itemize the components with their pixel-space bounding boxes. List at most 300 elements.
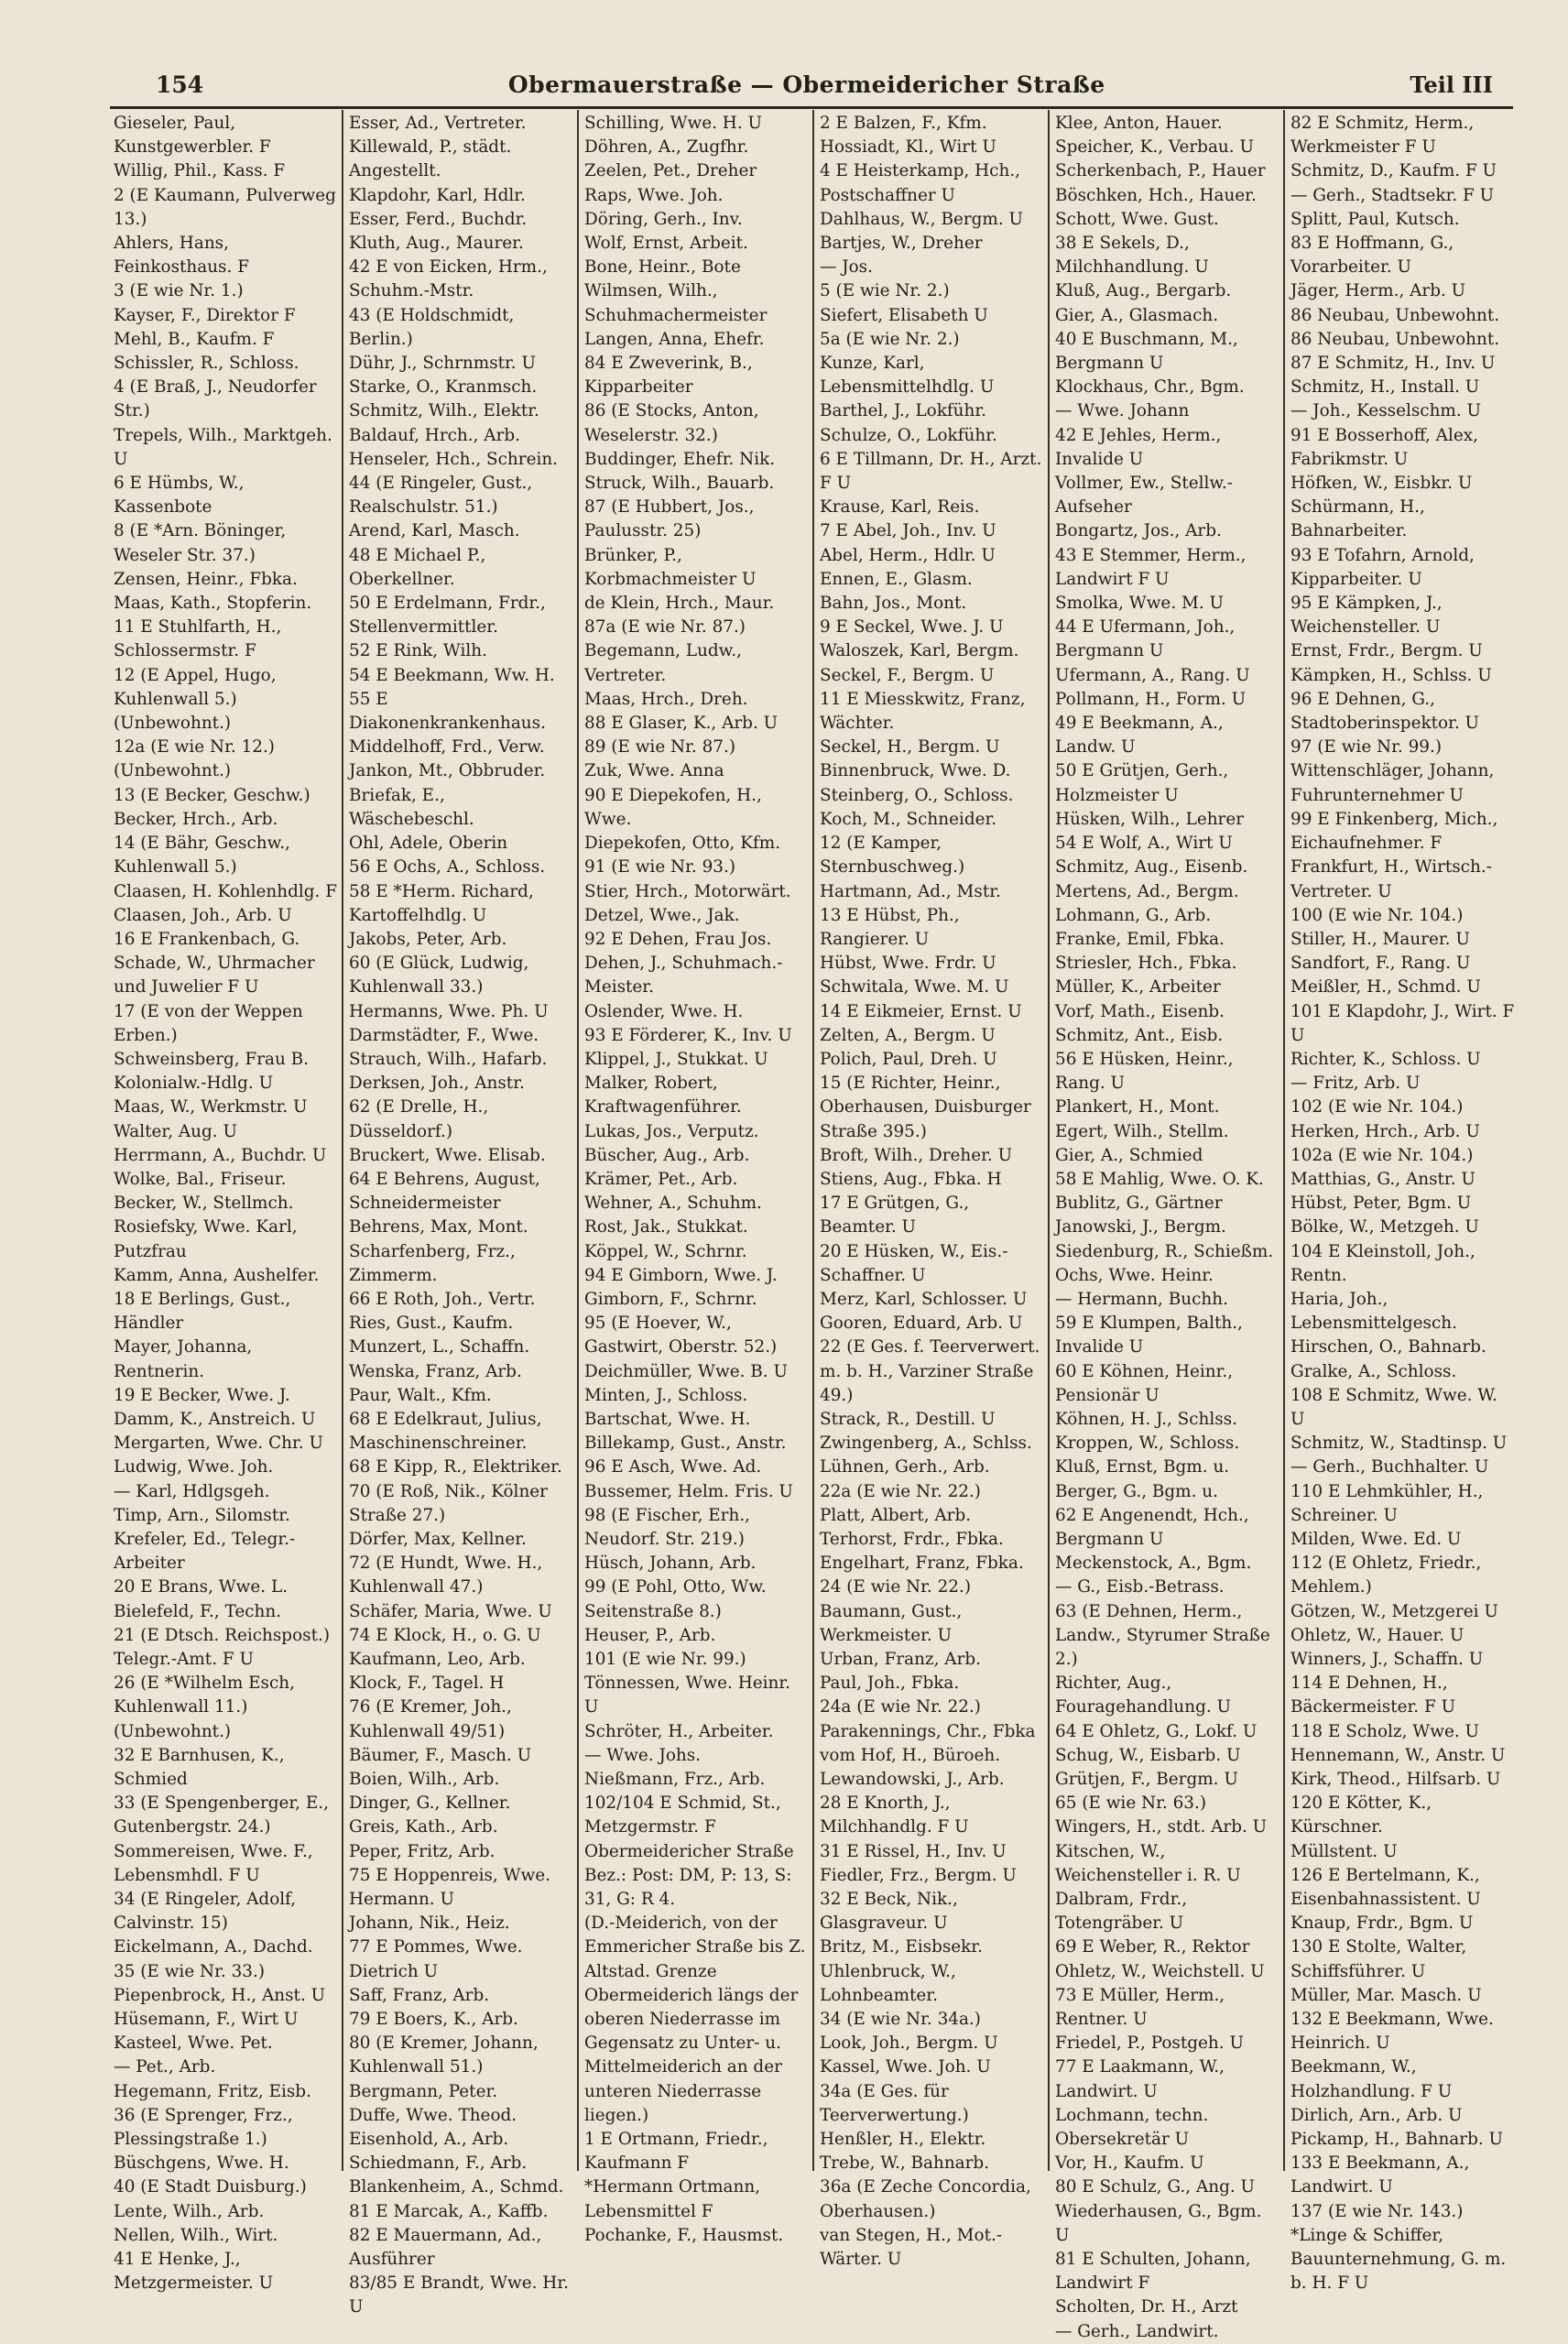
directory-entry: Beekmann, W., Holzhandlung. F U [1290,2057,1453,2101]
directory-entry: Claasen, H. Kohlenhdlg. F [114,881,337,901]
directory-entry: Trepels, Wilh., Marktgeh. U [114,425,332,469]
directory-entry: 21 (E Dtsch. Reichspost.) Telegr.-Amt. F U [114,1625,330,1669]
directory-entry: Britz, M., Eisbsekr. [820,1937,983,1957]
directory-entry: 4 E Heisterkamp, Hch., Postschaffner U [820,161,1021,205]
directory-entry: 20 E Hüsken, W., Eis.-Schaffner. U [820,1241,1008,1285]
directory-entry: 101 E Klapdohr, J., Wirt. F U [1290,1001,1515,1045]
directory-entry: Ernst, Frdr., Bergm. U [1290,641,1483,661]
directory-entry: — Wwe. Johs. [584,1745,702,1765]
directory-entry: Jäger, Herm., Arb. U [1290,281,1466,301]
directory-entry: Müllstent. U [1290,1841,1398,1861]
directory-entry: 89 (E wie Nr. 87.) [584,737,736,758]
directory-entry: Ufermann, A., Rang. U [1055,665,1250,685]
directory-entry: Timp, Arn., Silomstr. [114,1505,290,1525]
directory-entry: Matthias, G., Anstr. U [1290,1169,1475,1189]
directory-entry: Baumann, Gust., Werkmeister. U [820,1601,963,1645]
directory-entry: 35 (E wie Nr. 33.) [114,1961,266,1981]
directory-entry: — G., Eisb.-Betrass. [1055,1577,1225,1597]
directory-entry: Jakobs, Peter, Arb. [349,929,507,949]
directory-entry: Willig, Phil., Kass. F [114,161,286,181]
directory-entry: Wilmsen, Wilh., Schuhmachermeister [584,281,768,325]
directory-entry: 34 (E Ringeler, Adolf, Calvinstr. 15) [114,1890,297,1934]
directory-entry: 94 E Gimborn, Wwe. J. [584,1265,778,1285]
directory-entry: 40 (E Stadt Duisburg.) [114,2177,307,2197]
directory-entry: 41 E Henke, J., Metzgermeister. U [114,2250,274,2294]
directory-entry: — Gerh., Stadtsekr. F U [1290,185,1495,205]
directory-entry: Schmitz, H., Install. U [1290,377,1480,398]
directory-entry: Platt, Albert, Arb. [820,1505,972,1525]
directory-entry: Derksen, Joh., Anstr. [349,1074,525,1094]
directory-entry: Darmstädter, F., Wwe. [349,1025,539,1045]
directory-entry: Wolf, Ernst, Arbeit. [584,234,748,254]
directory-entry: 12a (E wie Nr. 12.) (Unbewohnt.) [114,737,275,781]
directory-entry: Knaup, Frdr., Bgm. U [1290,1913,1474,1934]
directory-entry: 99 E Finkenberg, Mich., Eichaufnehmer. F [1290,809,1498,854]
directory-entry: Obermeidericher Straße [584,1841,794,1861]
directory-entry: Hüsch, Johann, Arb. [584,1554,757,1574]
directory-entry: Splitt, Paul, Kutsch. [1290,209,1460,229]
directory-entry: Sommereisen, Wwe. F., Lebensmhdl. F U [114,1841,313,1885]
directory-entry: Eickelmann, A., Dachd. [114,1937,313,1957]
directory-entry: Kitschen, W., Weichensteller i. R. U [1055,1841,1241,1885]
directory-entry: Bäumer, F., Masch. U [349,1745,532,1765]
directory-entry: Middelhoff, Frd., Verw. [349,737,545,758]
directory-entry: Hüsken, Wilh., Lehrer [1055,809,1245,829]
directory-entry: Janowski, J., Bergm. [1055,1217,1226,1237]
directory-entry: Look, Joh., Bergm. U [820,2033,998,2054]
directory-entry: Frankfurt, H., Wirtsch.-Vertreter. U [1290,857,1492,901]
directory-entry: Dalbram, Frdr., Totengräber. U [1055,1890,1188,1934]
directory-entry: Dörfer, Max, Kellner. [349,1529,527,1549]
directory-entry: 130 E Stolte, Walter, Schiffsführer. U [1290,1937,1467,1981]
directory-entry: 112 (E Ohletz, Friedr., Mehlem.) [1290,1554,1482,1597]
directory-entry: Polich, Paul, Dreh. U [820,1049,997,1069]
directory-entry: Engelhart, Franz, Fbka. [820,1554,1024,1574]
directory-entry: Klock, F., Tagel. H [349,1674,505,1694]
directory-entry: Dahlhaus, W., Bergm. U [820,209,1024,229]
directory-entry: 98 (E Fischer, Erh., Neudorf. Str. 219.) [584,1505,751,1549]
directory-entry: Gimborn, F., Schrnr. [584,1289,757,1309]
directory-entry: Langen, Anna, Ehefr. [584,329,765,349]
directory-entry: Minten, J., Schloss. [584,1385,748,1405]
directory-entry: Deichmüller, Wwe. B. U [584,1361,788,1381]
directory-entry: 43 E Stemmer, Herm., Landwirt F U [1055,545,1247,589]
directory-entry: Uhlenbruck, W., Lohnbeamter. [820,1961,956,2005]
directory-entry: Peper, Fritz, Arb. [349,1841,495,1861]
directory-entry: 17 (E von der Weppen Erben.) [114,1001,303,1045]
directory-entry: Müller, Mar. Masch. U [1290,1985,1482,2005]
directory-entry: 86 (E Stocks, Anton, Weselerstr. 32.) [584,401,759,445]
directory-entry: Duffe, Wwe. Theod. [349,2105,517,2125]
directory-entry: Fiedler, Frz., Bergm. U [820,1865,1017,1885]
directory-entry: Piepenbrock, H., Anst. U [114,1985,326,2005]
directory-entry: 11 E Stuhlfarth, H., Schlossermstr. F [114,617,282,661]
directory-entry: Ohl, Adele, Oberin [349,834,508,854]
directory-entry: Kluß, Ernst, Bgm. u. [1055,1457,1230,1477]
directory-entry: 80 (E Kremer, Johann, Kuhlenwall 51.) [349,2033,539,2077]
column-4 [812,110,1048,2270]
directory-entry: Maas, W., Werkmstr. U [114,1097,308,1117]
directory-entry: 82 E Schmitz, Herm., Werkmeister F U [1290,114,1475,158]
directory-entry: 42 E Jehles, Herm., Invalide U [1055,425,1222,469]
directory-entry: 97 (E wie Nr. 99.) [1290,737,1443,758]
directory-entry: Pickamp, H., Bahnarb. U [1290,2130,1504,2150]
directory-entry: Haria, Joh., Lebensmittelgesch. [1290,1289,1457,1334]
directory-entry: 137 (E wie Nr. 143.) [1290,2201,1464,2221]
directory-entry: Munzert, L., Schaffn. [349,1337,530,1357]
directory-entry: Dühr, J., Schrnmstr. U [349,354,536,374]
directory-entry: Sandfort, F., Rang. U [1290,954,1471,974]
directory-entry: 44 E Ufermann, Joh., Bergmann U [1055,617,1236,661]
directory-entry: 79 E Boers, K., Arb. [349,2010,518,2030]
directory-entry: Waloszek, Karl, Bergm. [820,641,1019,661]
directory-entry: Klockhaus, Chr., Bgm. [1055,377,1245,398]
directory-entry: 43 (E Holdschmidt, Berlin.) [349,305,515,349]
directory-entry: Becker, Hrch., Arb. [114,809,278,829]
directory-entry: 33 (E Spengenberger, E., Gutenbergstr. 24.) [114,1793,329,1837]
directory-entry: Brünker, P., Korbmachmeister U [584,545,757,589]
directory-entry: 62 E Angenendt, Hch., Bergmann U [1055,1505,1249,1549]
directory-entry: 114 E Dehnen, H., Bäckermeister. F U [1290,1674,1456,1717]
directory-entry: 52 E Rink, Wilh. [349,641,487,661]
directory-entry: Wenska, Franz, Arb. [349,1361,522,1381]
directory-entry: Pochanke, F., Hausmst. [584,2225,784,2245]
directory-entry: — Pet., Arb. [114,2057,216,2077]
directory-entry: Buddinger, Ehefr. Nik. [584,449,776,469]
directory-entry: Lewandowski, J., Arb. [820,1770,1005,1790]
directory-entry: Bartjes, W., Dreher [820,234,983,254]
directory-entry: 22a (E wie Nr. 22.) [820,1481,981,1501]
directory-entry: 14 E Eikmeier, Ernst. U [820,1001,1022,1021]
directory-entry: 5 (E wie Nr. 2.) [820,281,950,301]
directory-entry: 66 E Roth, Joh., Vertr. [349,1289,536,1309]
directory-entry: Smolka, Wwe. M. U [1055,594,1225,614]
directory-entry: 13 E Hübst, Ph., Rangierer. U [820,905,960,949]
directory-entry: Raps, Wwe. Joh. [584,185,724,205]
directory-entry: Lühnen, Gerh., Arb. [820,1457,990,1477]
directory-entry: Schmitz, Wilh., Elektr. [349,401,539,421]
directory-entry: Ochs, Wwe. Heinr. [1055,1265,1214,1285]
directory-entry: 108 E Schmitz, Wwe. W. U [1290,1385,1497,1429]
directory-entry: — Wwe. Johann [1055,401,1190,421]
directory-entry: Schmitz, D., Kaufm. F U [1290,161,1497,181]
directory-entry: Zwingenberg, A., Schlss. [820,1434,1032,1454]
directory-entry: 24 (E wie Nr. 22.) [820,1577,972,1597]
directory-entry: Paul, Joh., Fbka. [820,1674,960,1694]
directory-entry: 15 (E Richter, Heinr., Oberhausen, Duisburger Straße 395.) [820,1074,1031,1141]
directory-entry: 132 E Beekmann, Wwe. Heinrich. U [1290,2010,1494,2054]
directory-entry: Schweinsberg, Frau B. Kolonialw.-Hdlg. U [114,1049,310,1094]
directory-entry: Kroppen, W., Schloss. [1055,1434,1240,1454]
directory-entry: 69 E Weber, R., Rektor [1055,1937,1250,1957]
directory-entry: 60 (E Glück, Ludwig, Kuhlenwall 33.) [349,954,529,998]
directory-entry: Bussemer, Helm. Fris. U [584,1481,793,1501]
directory-entry: 60 E Köhnen, Heinr., Pensionär U [1055,1361,1234,1405]
directory-entry: 8 (E *Arn. Böninger, Weseler Str. 37.) [114,521,287,565]
directory-entry: Seckel, F., Bergm. U [820,665,995,685]
directory-entry: 77 E Laakmann, W., Landwirt. U [1055,2057,1225,2101]
directory-entry: Bölke, W., Metzgeh. U [1290,1217,1479,1237]
directory-entry: Urban, Franz, Arb. [820,1650,981,1669]
directory-entry: Ries, Gust., Kaufm. [349,1314,514,1334]
directory-entry: Boien, Wilh., Arb. [349,1770,500,1790]
directory-entry: Behrens, Max, Mont. [349,1217,528,1237]
directory-entry: Bone, Heinr., Bote [584,257,741,278]
directory-entry: Seckel, H., Bergm. U [820,737,1000,758]
directory-columns [108,110,1519,2341]
directory-entry: Richter, K., Schloss. U [1290,1049,1481,1069]
directory-entry: Gieseler, Paul, Kunstgewerbler. F [114,114,271,158]
directory-entry: 36 (E Sprenger, Frz., Plessingstraße 1.) [114,2105,293,2150]
directory-entry: Mayer, Johanna, Rentnerin. [114,1337,253,1381]
directory-entry: Herken, Hrch., Arb. U [1290,1121,1480,1141]
directory-entry: Wingers, H., stdt. Arb. U [1055,1817,1268,1837]
directory-entry: Berger, G., Bgm. u. [1055,1481,1218,1501]
directory-entry: Kirk, Theod., Hilfsarb. U [1290,1770,1501,1790]
directory-entry: 16 E Frankenbach, G. [114,929,300,949]
directory-entry: Kassel, Wwe. Joh. U [820,2057,991,2077]
directory-entry: 56 E Ochs, A., Schloss. [349,857,546,878]
directory-entry: 17 E Grütgen, G., Beamter. U [820,1194,970,1237]
directory-entry: — Gerh., Buchhalter. U [1290,1457,1489,1477]
directory-entry: Trebe, W., Bahnarb. [820,2153,990,2174]
directory-entry: Büscher, Aug., Arb. [584,1145,750,1165]
directory-entry: 7 E Abel, Joh., Inv. U [820,521,996,541]
directory-entry: 101 (E wie Nr. 99.) [584,1650,746,1669]
directory-entry: Köppel, W., Schrnr. [584,1241,747,1261]
directory-entry: Schmitz, W., Stadtinsp. U [1290,1434,1508,1454]
directory-entry: Krefeler, Ed., Telegr.-Arbeiter [114,1529,296,1574]
directory-entry: 20 E Brans, Wwe. L. [114,1577,289,1597]
directory-entry: Tönnessen, Wwe. Heinr. U [584,1674,790,1717]
directory-entry: Höfken, W., Eisbkr. U [1290,474,1473,494]
directory-entry: Herrmann, A., Buchdr. U [114,1145,327,1165]
directory-entry: Büschgens, Wwe. H. [114,2153,289,2174]
directory-entry: Vollmer, Ew., Stellw.-Aufseher [1055,474,1233,518]
directory-entry: Schade, W., Uhrmacher und Juwelier F U [114,954,315,998]
directory-entry: Klee, Anton, Hauer. [1055,114,1223,133]
directory-entry: Maas, Hrch., Dreh. [584,689,748,709]
directory-entry: — Jos. [820,257,873,278]
directory-entry: *Linge & Schiffer, Bauunternehmung, G. m. b. H. F U [1290,2225,1507,2294]
directory-entry: Schott, Wwe. Gust. [1055,209,1219,229]
directory-entry: 96 E Asch, Wwe. Ad. [584,1457,762,1477]
directory-entry: 92 E Dehen, Frau Jos. [584,929,772,949]
directory-entry: Claasen, Joh., Arb. U [114,905,292,925]
directory-entry: 75 E Hoppenreis, Wwe. Hermann. U [349,1865,550,1910]
directory-entry: Barthel, J., Lokführ. [820,401,986,421]
directory-entry: 49 E Beekmann, A., Landw. U [1055,714,1224,758]
directory-entry: Kluth, Aug., Maurer. [349,234,524,254]
directory-entry: Detzel, Wwe., Jak. [584,905,740,925]
directory-entry: Henßler, H., Elektr. [820,2130,986,2150]
page-header [156,71,1493,108]
directory-entry: Gier, A., Schmied [1055,1145,1203,1165]
directory-entry: Steinberg, O., Schloss. [820,785,1014,805]
directory-entry: Lochmann, techn. Obersekretär U [1055,2105,1209,2150]
directory-entry: Billekamp, Gust., Anstr. [584,1434,787,1454]
directory-entry: vom Hof, H., Büroeh. [820,1745,1001,1765]
directory-entry: Walter, Aug. U [114,1121,237,1141]
directory-entry: 34 (E wie Nr. 34a.) [820,2010,981,2030]
directory-entry: 93 E Förderer, K., Inv. U [584,1025,792,1045]
directory-entry: Klippel, J., Stukkat. U [584,1049,768,1069]
directory-entry: 88 E Glaser, K., Arb. U [584,714,779,734]
directory-entry: Dinger, G., Kellner. [349,1793,511,1814]
directory-entry: 72 (E Hundt, Wwe. H., Kuhlenwall 47.) [349,1554,543,1597]
directory-entry: 54 E Beekmann, Ww. H. [349,665,555,685]
directory-entry: 73 E Müller, Herm., Rentner. U [1055,1985,1225,2030]
directory-entry: Lukas, Jos., Verputz. [584,1121,759,1141]
directory-entry: Kamm, Anna, Aushelfer. [114,1265,320,1285]
directory-entry: Binnenbruck, Wwe. D. [820,761,1011,781]
directory-entry: 62 (E Drelle, H., Düsseldorf.) [349,1097,489,1141]
directory-entry: 68 E Kipp, R., Elektriker. [349,1457,562,1477]
directory-entry: Esser, Ferd., Buchdr. [349,209,528,229]
directory-entry: 12 (E Kamper, Sternbuschweg.) [820,834,965,878]
directory-entry: 2 E Balzen, F., Kfm. [820,114,987,133]
directory-entry: 2 (E Kaumann, Pulverweg 13.) [114,185,336,229]
directory-entry: Siedenburg, R., Schießm. [1055,1241,1274,1261]
directory-entry: Heuser, P., Arb. [584,1625,716,1645]
directory-entry: 77 E Pommes, Wwe. Dietrich U [349,1937,523,1981]
directory-entry: Strauch, Wilh., Hafarb. [349,1049,548,1069]
directory-entry: 13 (E Becker, Geschw.) [114,785,310,805]
directory-entry: Struck, Wilh., Bauarb. [584,474,775,494]
directory-entry: 9 E Seckel, Wwe. J. U [820,617,1004,638]
directory-entry: Scharfenberg, Frz., Zimmerm. [349,1241,516,1285]
directory-entry: van Stegen, H., Mot.-Wärter. U [820,2225,1003,2270]
directory-entry: Schissler, R., Schloss. [114,354,299,374]
directory-entry: 64 E Ohletz, G., Lokf. U [1055,1721,1258,1741]
directory-entry: 56 E Hüsken, Heinr., Rang. U [1055,1049,1234,1094]
directory-entry: 55 E Diakonenkrankenhaus. [349,689,546,734]
directory-entry: 90 E Diepekofen, H., Wwe. [584,785,762,829]
directory-entry: Müller, K., Arbeiter [1055,977,1221,998]
directory-entry: Speicher, K., Verbau. U [1055,137,1254,158]
directory-entry: 28 E Knorth, J., Milchhandlg. F U [820,1793,969,1837]
directory-entry: 86 Neubau, Unbewohnt. [1290,329,1500,349]
directory-entry: Winners, J., Schaffn. U [1290,1650,1484,1669]
directory-entry: Wolke, Bal., Friseur. [114,1169,287,1189]
directory-entry: Kluß, Aug., Bergarb. [1055,281,1232,301]
directory-entry: 26 (E *Wilhelm Esch, Kuhlenwall 11.) (Unbewohnt.) [114,1674,295,1741]
directory-entry: Stier, Hrch., Motorwärt. [584,881,791,901]
directory-entry: Oslender, Wwe. H. [584,1001,744,1021]
directory-entry: Bergmann, Peter. [349,2081,498,2101]
directory-entry: Hüsemann, F., Wirt U [114,2010,299,2030]
directory-entry: 11 E Miesskwitz, Franz, Wächter. [820,689,1026,734]
directory-entry: Malker, Robert, Kraftwagenführer. [584,1074,742,1117]
directory-entry: 44 (E Ringeler, Gust., Realschulstr. 51.) [349,474,533,518]
directory-entry: Klapdohr, Karl, Hdlr. [349,185,526,205]
directory-entry: Arend, Karl, Masch. [349,521,520,541]
directory-entry: Scholten, Dr. H., Arzt [1055,2297,1238,2317]
directory-entry: Wittenschläger, Johann, Fuhrunternehmer U [1290,761,1495,805]
directory-entry: Krämer, Pet., Arb. [584,1169,738,1189]
directory-entry: 102/104 E Schmid, St., Metzgermstr. F [584,1793,781,1837]
directory-entry: Krause, Karl, Reis. [820,497,980,518]
directory-entry: Bongartz, Jos., Arb. [1055,521,1222,541]
directory-entry: 65 (E wie Nr. 63.) [1055,1793,1207,1814]
directory-entry: 126 E Bertelmann, K., Eisenbahnassistent. U [1290,1865,1481,1910]
directory-entry: 48 E Michael P., Oberkellner. [349,545,486,589]
header-rule [110,106,1513,109]
directory-entry: Lente, Wilh., Arb. [114,2201,265,2221]
directory-entry: Meckenstock, A., Bgm. [1055,1554,1252,1574]
directory-entry: 31 E Rissel, H., Inv. U [820,1841,1007,1861]
directory-entry: Strack, R., Destill. U [820,1409,996,1429]
directory-entry: de Klein, Hrch., Maur. [584,594,775,614]
directory-entry: Richter, Aug., Fouragehandlung. U [1055,1674,1232,1717]
directory-entry: Rosiefsky, Wwe. Karl, Putzfrau [114,1217,298,1261]
directory-entry: Franke, Emil, Fbka. [1055,929,1225,949]
directory-entry: 63 (E Dehnen, Herm., Landw., Styrumer Straße 2.) [1055,1601,1270,1669]
directory-entry: Hegemann, Fritz, Eisb. [114,2081,311,2101]
directory-entry: Meißler, H., Schmd. U [1290,977,1481,998]
directory-entry: Schmitz, Aug., Eisenb. [1055,857,1248,878]
directory-entry: Hermanns, Wwe. Ph. U [349,1001,549,1021]
directory-entry: Döhren, A., Zugfhr. [584,137,749,158]
directory-entry: — Karl, Hdlgsgeh. [114,1481,270,1501]
directory-entry: Henseler, Hch., Schrein. [349,449,559,469]
directory-entry: Mergarten, Wwe. Chr. U [114,1434,323,1454]
directory-entry: Zeelen, Pet., Dreher [584,161,757,181]
directory-entry: Schürmann, H., Bahnarbeiter. [1290,497,1425,541]
directory-entry: Götzen, W., Metzgerei U [1290,1601,1498,1621]
directory-entry: Killewald, P., städt. Angestellt. [349,137,512,181]
column-6 [1283,110,1519,2294]
directory-entry: — Fritz, Arb. U [1290,1074,1421,1094]
directory-entry: Wiederhausen, G., Bgm. U [1055,2201,1262,2245]
directory-entry: Zelten, A., Bergm. U [820,1025,996,1045]
directory-entry: Abel, Herm., Hdlr. U [820,545,996,565]
directory-entry: Greis, Kath., Arb. [349,1817,498,1837]
directory-entry: 87 (E Hubbert, Jos., Paulusstr. 25) [584,497,755,541]
directory-entry: 4 (E Braß, J., Neudorfer Str.) [114,377,317,421]
directory-entry: 100 (E wie Nr. 104.) [1290,905,1464,925]
directory-entry: 110 E Lehmkühler, H., Schreiner. U [1290,1481,1484,1525]
directory-entry: Bartschat, Wwe. H. [584,1409,751,1429]
directory-entry: Kunze, Karl, Lebensmittelhdlg. U [820,354,995,398]
directory-entry: Eisenhold, A., Arb. [349,2130,509,2150]
directory-entry: Diepekofen, Otto, Kfm. [584,834,781,854]
directory-entry: 58 E *Herm. Richard, Kartoffelhdlg. U [349,881,534,925]
directory-entry: 22 (E Ges. f. Teerverwert. m. b. H., Varziner Straße 49.) [820,1337,1040,1405]
directory-entry: Dehen, J., Schuhmach.-Meister. [584,954,783,998]
directory-entry: — Hermann, Buchh. [1055,1289,1228,1309]
directory-entry: 68 E Edelkraut, Julius, Maschinenschreiner. [349,1409,542,1454]
directory-entry: Schmitz, Ant., Eisb. [1055,1025,1224,1045]
directory-entry: 118 E Scholz, Wwe. U [1290,1721,1480,1741]
directory-entry: Zensen, Heinr., Fbka. [114,569,298,589]
directory-entry: Lohmann, G., Arb. [1055,905,1212,925]
directory-entry: 12 (E Appel, Hugo, Kuhlenwall 5.) (Unbewohnt.) [114,665,277,734]
directory-entry: Wehner, A., Schuhm. [584,1194,762,1214]
directory-entry: Gooren, Eduard, Arb. U [820,1314,1023,1334]
directory-entry: Bublitz, G., Gärtner [1055,1194,1223,1214]
directory-entry: 133 E Beekmann, A., Landwirt. U [1290,2153,1470,2197]
directory-entry: Ennen, E., Glasm. [820,569,973,589]
directory-entry: Hartmann, Ad., Mstr. [820,881,1001,901]
directory-entry: Schulze, O., Lokführ. [820,425,997,445]
directory-entry: Begemann, Ludw., Vertreter. [584,641,742,685]
directory-entry: 96 E Dehnen, G., Stadtoberinspektor. U [1290,689,1480,734]
directory-entry: Pollmann, H., Form. U [1055,689,1247,709]
directory-entry: Bahn, Jos., Mont. [820,594,967,614]
directory-entry: 6 E Hümbs, W., Kassenbote [114,474,245,518]
directory-entry: Hübst, Peter, Bgm. U [1290,1194,1472,1214]
